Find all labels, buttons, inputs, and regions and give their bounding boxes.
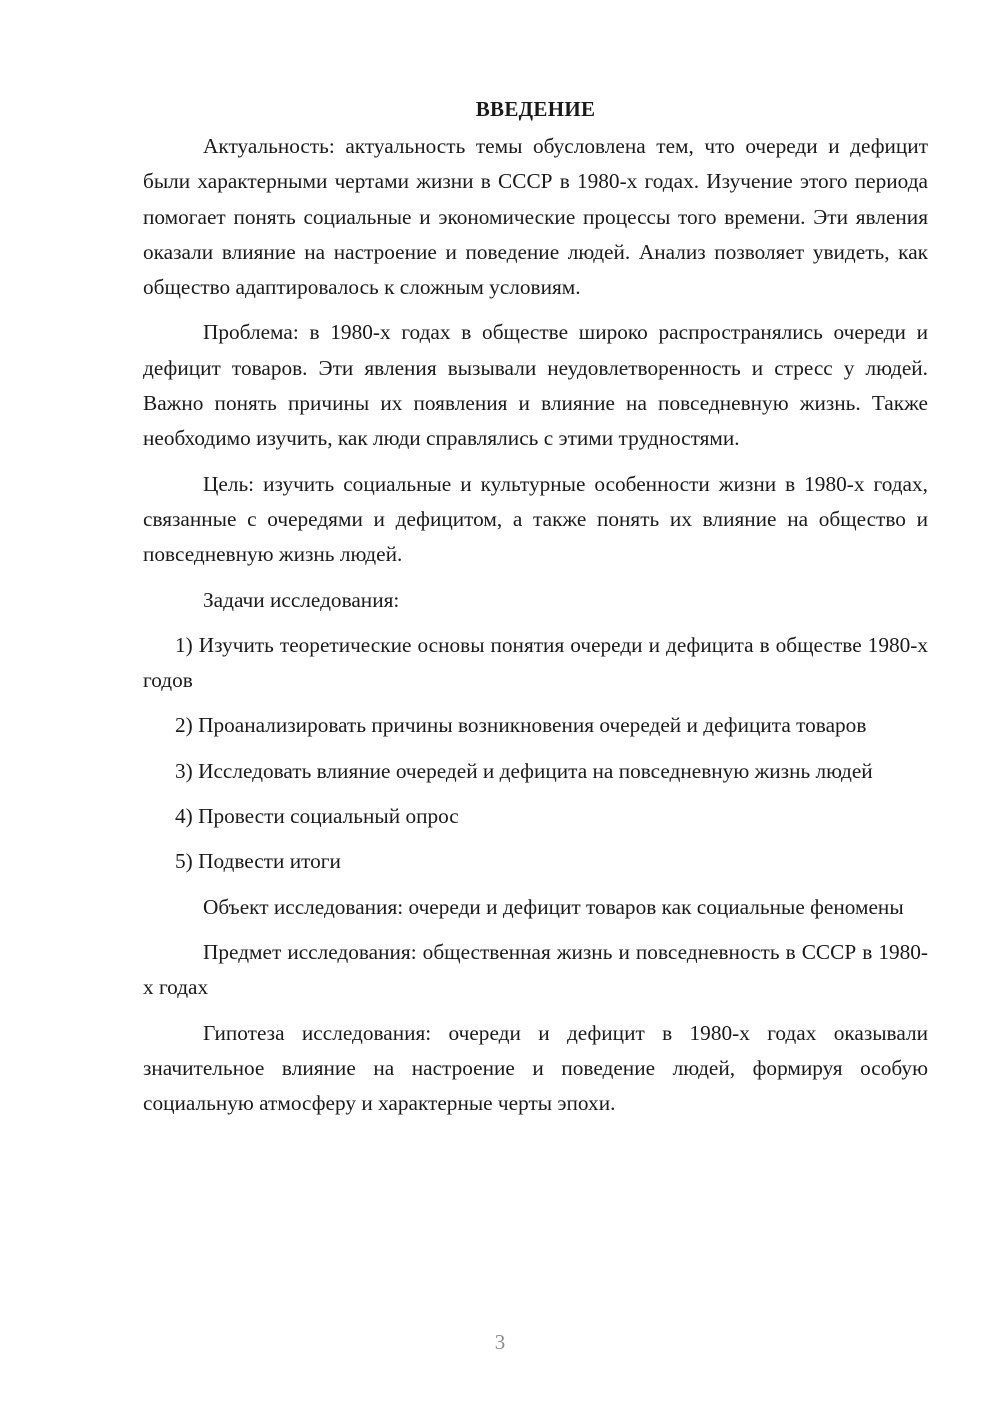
task-item-3: 3) Исследовать влияние очередей и дефицита на повседневную жизнь людей: [175, 758, 873, 783]
page-number: 3: [494, 1330, 506, 1354]
section-heading: ВВЕДЕНИЕ: [475, 97, 596, 121]
paragraph-goal: Цель: изучить социальные и культурные особенности жизни в 1980-х годах, связанные с очередями и дефицитом, а также понять их влияние на общество и повседневную жизнь людей.: [143, 471, 928, 567]
task-item-2: 2) Проанализировать причины возникновения очередей и дефицита товаров: [175, 713, 867, 738]
paragraph-hypothesis: Гипотеза исследования: очереди и дефицит в 1980-х годах оказывали значительное влияние на настроение и поведение людей, формируя особую социальную атмосферу и характерные черты эпохи.: [143, 1020, 928, 1116]
task-item-4: 4) Провести социальный опрос: [175, 804, 459, 829]
task-item-1: 1) Изучить теоретические основы понятия очереди и дефицита в обществе 1980-х годов: [143, 632, 928, 693]
paragraph-relevance: Актуальность: актуальность темы обусловлена тем, что очереди и дефицит были характерными чертами жизни в СССР в 1980-х годах. Изучение этого периода помогает понять социальные и экономические процессы того времени. Эти явления оказали влияние на настроение и поведение людей. Анализ позволяет увидеть, как общество адаптировалось к сложным условиям.: [143, 134, 928, 300]
task-item-5: 5) Подвести итоги: [175, 849, 341, 874]
paragraph-subject: Предмет исследования: общественная жизнь и повседневность в СССР в 1980-х годах: [143, 939, 928, 1000]
tasks-title: Задачи исследования:: [203, 587, 400, 612]
paragraph-problem: Проблема: в 1980-х годах в обществе широко распространялись очереди и дефицит товаров. Эти явления вызывали неудовлетворенность и стресс у людей. Важно понять причины их появления и влияние на повседневную жизнь. Также необходимо изучить, как люди справлялись с этими трудностями.: [143, 320, 928, 451]
paragraph-object: Объект исследования: очереди и дефицит товаров как социальные феномены: [203, 894, 904, 919]
document-page: [143, 92, 928, 1131]
